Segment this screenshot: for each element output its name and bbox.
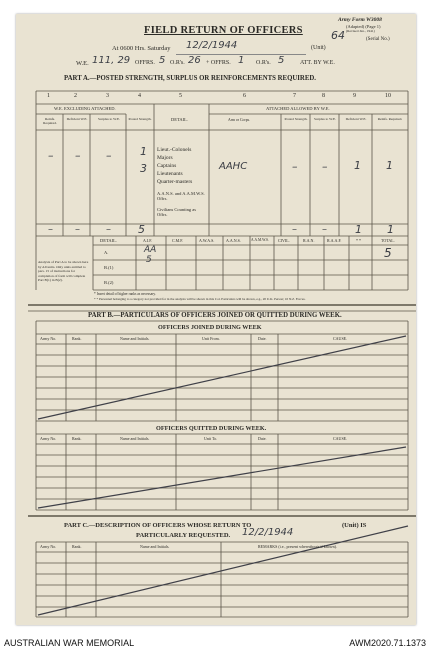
joined-head-rank: Rank. [72,336,82,341]
col-num-1: 1 [47,93,50,99]
joined-head-unit: Unit From. [202,336,220,341]
col-num-8: 8 [322,93,325,99]
rank-majors: Majors [157,155,173,161]
footnote-2: * * Personnel belonging to a category not provided for in the analysis will be shown in this Col. Particulars will be shown, e.g., 20 U.K. Person; 10 N.Z. Forces. [94,297,306,301]
ors-value: 26 [188,55,201,66]
arm-corps-entry: AAHC [219,161,248,172]
col-num-5: 5 [179,93,182,99]
part-c-head-remarks: REMARKS (i.e., present whereabouts if known). [258,544,337,549]
rank-nursing: A.A.N.S. and A.A.M.W.S. Offrs. [157,191,205,201]
quitted-head-name: Name and Initials. [120,436,150,441]
col-head-4: Posted Strength. [128,117,152,121]
col-head-9: Deficient W.E. [345,117,367,121]
col-num-9: 9 [353,93,356,99]
offrs-value: 5 [159,55,166,66]
col-head-3: Surplus to W.E. [98,117,120,121]
offrs-label: OFFRS. [135,60,155,66]
rank-civilians: Civilians Counting as Offrs. [157,207,197,217]
quitted-title: OFFICERS QUITTED DURING WEEK. [156,425,267,432]
joined-head-name: Name and Initials. [120,336,150,341]
rank-qm: Quarter-masters [157,179,193,185]
total-left-1: – [48,224,53,235]
rank-captains: Captains [157,163,177,169]
col-head-8: Surplus to W.E. [314,117,336,121]
archive-name: AUSTRALIAN WAR MEMORIAL [4,638,135,648]
joined-head-army: Army No. [40,336,57,341]
analysis-total-value: 5 [384,246,392,260]
rank-lt-col: Lieut.-Colonels [157,147,192,153]
analysis-head-other: * * [356,238,361,243]
joined-head-date: Date. [258,336,267,341]
group-left-head: W.E. EXCLUDING ATTACHED. [54,106,116,111]
serial-label: (Serial No.) [366,37,390,42]
total-left-2: – [75,224,80,235]
total-right-3: 1 [355,223,362,236]
analysis-head-aamws: A.A.M.W.S. [251,238,269,242]
quitted-head-cause: CAUSE. [333,436,348,441]
analysis-row-a: A. [104,250,109,255]
analysis-head-ran: R.A.N. [303,238,315,243]
quitted-head-unit: Unit To. [204,436,218,441]
footnote-1: * Insert detail of higher ranks as necessary. [94,292,156,296]
hw-surplus-left: – [106,149,112,162]
analysis-head-detail: DETAIL. [100,238,118,243]
part-b-title: PART B.—PARTICULARS OF OFFICERS JOINED OR QUITTED DURING WEEK. [88,312,342,319]
at-hours-label: At 0600 Hrs. Saturday [112,45,171,52]
col-num-7: 7 [293,93,296,99]
archive-caption [0,630,430,653]
analysis-head-awas: A.W.A.S. [199,238,215,243]
att-label: ATT. BY W.E. [300,60,335,66]
col-head-7: Posted Strength. [284,117,308,121]
col-num-4: 4 [138,93,141,99]
quitted-head-army: Army No. [40,436,57,441]
rank-lieutenants: Lieutenants [157,171,183,177]
joined-title: OFFICERS JOINED DURING WEEK [158,324,262,331]
archive-reference: AWM2020.71.1373 [349,638,426,648]
unit-label: (Unit) [311,45,326,51]
total-right-1: – [292,224,297,235]
hw-reinfs-left: – [48,149,54,162]
total-left-3: – [106,224,111,235]
analysis-row-b1: B.(1) [104,265,114,270]
analysis-note: Analysis of Part A to be shown here by All units. Only units entitled to pars. 15 of instructions for completion of form will complete Part B(1) in B(2). [38,260,89,282]
part-c-head-name: Name and Initials. [140,544,170,549]
col-head-2: Deficient W.E. [66,117,88,121]
analysis-hw-5: 5 [146,255,152,265]
quitted-head-rank: Rank. [72,436,82,441]
form-number: Army Form W3008 [338,17,382,23]
hw-posted-3: 3 [140,162,147,175]
col-head-6: Arm or Corps. [228,118,251,122]
hw-reinfs-right: 1 [386,159,393,172]
group-right-head: ATTACHED ALLOWED BY W.E. [266,106,330,111]
col-head-5: DETAIL. [171,117,189,122]
part-a-title: PART A.—POSTED STRENGTH, SURPLUS OR REINFORCEMENTS REQUIRED. [64,75,316,82]
analysis-hw-aa: AA [144,245,157,255]
form-adapted: (Adapted) (Page 1) [346,24,381,29]
col-num-10: 10 [385,93,391,99]
serial-number: 64 [331,29,345,42]
part-c-head-rank: Rank. [72,544,82,549]
quitted-head-date: Date. [258,436,267,441]
form-revised: (Revised Jan., 1941) [346,29,375,33]
plus-offrs-label: + OFFRS. [206,60,231,66]
col-head-10: Reinfs. Required. [377,117,403,121]
part-c-head-army: Army No. [40,544,57,549]
part-c-subtitle: PARTICULARLY REQUESTED. [136,532,231,539]
analysis-head-raaf: R.A.A.F. [327,238,342,243]
col-num-3: 3 [106,93,109,99]
hw-posted-right: – [292,160,298,173]
col-num-2: 2 [74,93,77,99]
joined-head-cause: CAUSE. [333,336,348,341]
total-right-4: 1 [387,223,394,236]
hw-surplus-right: – [322,160,328,173]
analysis-head-civil: CIVIL. [278,238,290,243]
part-c-date: 12/2/1944 [242,527,294,538]
we-label: W.E. [76,60,89,67]
col-num-6: 6 [243,93,246,99]
col-head-1: Reinfs. Required. [43,117,57,125]
analysis-head-total: TOTAL. [381,238,395,243]
analysis-head-aif: A.I.F. [143,238,153,243]
form-sheet [16,14,416,625]
part-c-unit-label: (Unit) IS [342,522,367,529]
analysis-head-aans: A.A.N.S. [226,238,241,243]
hw-deficient-right: 1 [354,159,361,172]
hw-posted-1: 1 [140,145,147,158]
plus-offrs-value: 1 [238,55,245,66]
we-value: 111, 29 [92,55,131,66]
total-right-2: – [322,224,327,235]
analysis-row-b2: B.(2) [104,280,114,285]
ors-label: O.R's. [170,60,185,66]
total-posted: 5 [138,223,145,236]
hw-deficient-left: – [75,149,81,162]
return-date: 12/2/1944 [186,40,238,51]
ors2-label: O.R's. [256,60,271,66]
ors2-value: 5 [278,55,285,66]
form-title: FIELD RETURN OF OFFICERS [144,25,303,36]
analysis-head-cmf: C.M.F. [172,238,184,243]
part-c-title: PART C.—DESCRIPTION OF OFFICERS WHOSE RETURN TO [64,522,252,529]
